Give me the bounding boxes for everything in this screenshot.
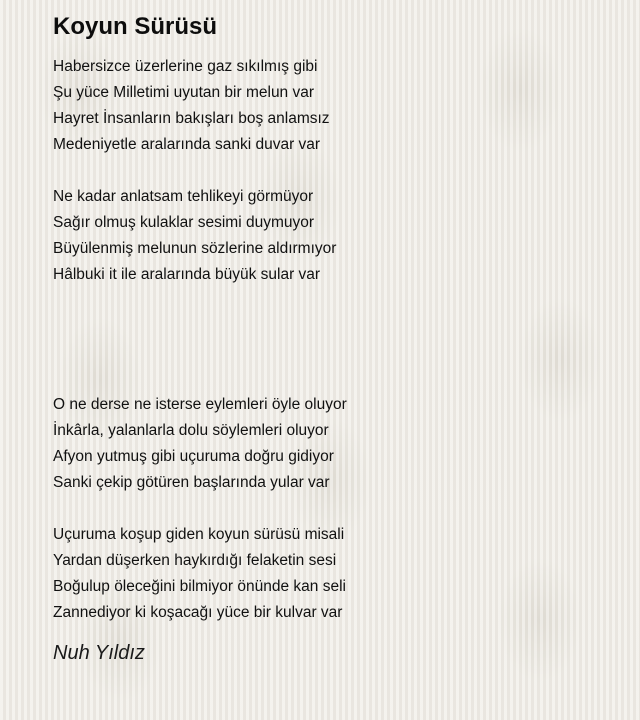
poem-line: Sağır olmuş kulaklar sesimi duymuyor [53,214,315,231]
poem-container [53,12,613,666]
poem-line: Afyon yutmuş gibi uçuruma doğru gidiyor [53,448,334,465]
stanza-spacer [53,496,613,522]
poem-line: İnkârla, yalanlarla dolu söylemleri oluyor [53,422,329,439]
poem-line: Habersizce üzerlerine gaz sıkılmış gibi [53,58,318,75]
stanza-spacer [53,288,613,392]
stanza-4 [53,522,613,626]
poem-line: Şu yüce Milletimi uyutan bir melun var [53,84,315,101]
poem-line: Uçuruma koşup giden koyun sürüsü misali [53,526,345,543]
poem-line: Yardan düşerken haykırdığı felaketin sesi [53,552,337,569]
poem-line: Sanki çekip götüren başlarında yular var [53,474,330,491]
poem-line: Zannediyor ki koşacağı yüce bir kulvar var [53,604,343,621]
poem-line: Büyülenmiş melunun sözlerine aldırmıyor [53,240,337,257]
poem-title: Koyun Sürüsü [53,13,218,40]
poem-line: Ne kadar anlatsam tehlikeyi görmüyor [53,188,314,205]
poem-line: Hayret İnsanların bakışları boş anlamsız [53,110,330,127]
poem-line: Hâlbuki it ile aralarında büyük sular var [53,266,321,283]
stanza-3 [53,392,613,496]
poem-author: Nuh Yıldız [53,642,145,664]
stanza-spacer [53,158,613,184]
stanza-1 [53,54,613,158]
poem-line: O ne derse ne isterse eylemleri öyle oluyor [53,396,347,413]
stanza-2 [53,184,613,288]
poem-line: Medeniyetle aralarında sanki duvar var [53,136,321,153]
poem-line: Boğulup öleceğini bilmiyor önünde kan seli [53,578,346,595]
